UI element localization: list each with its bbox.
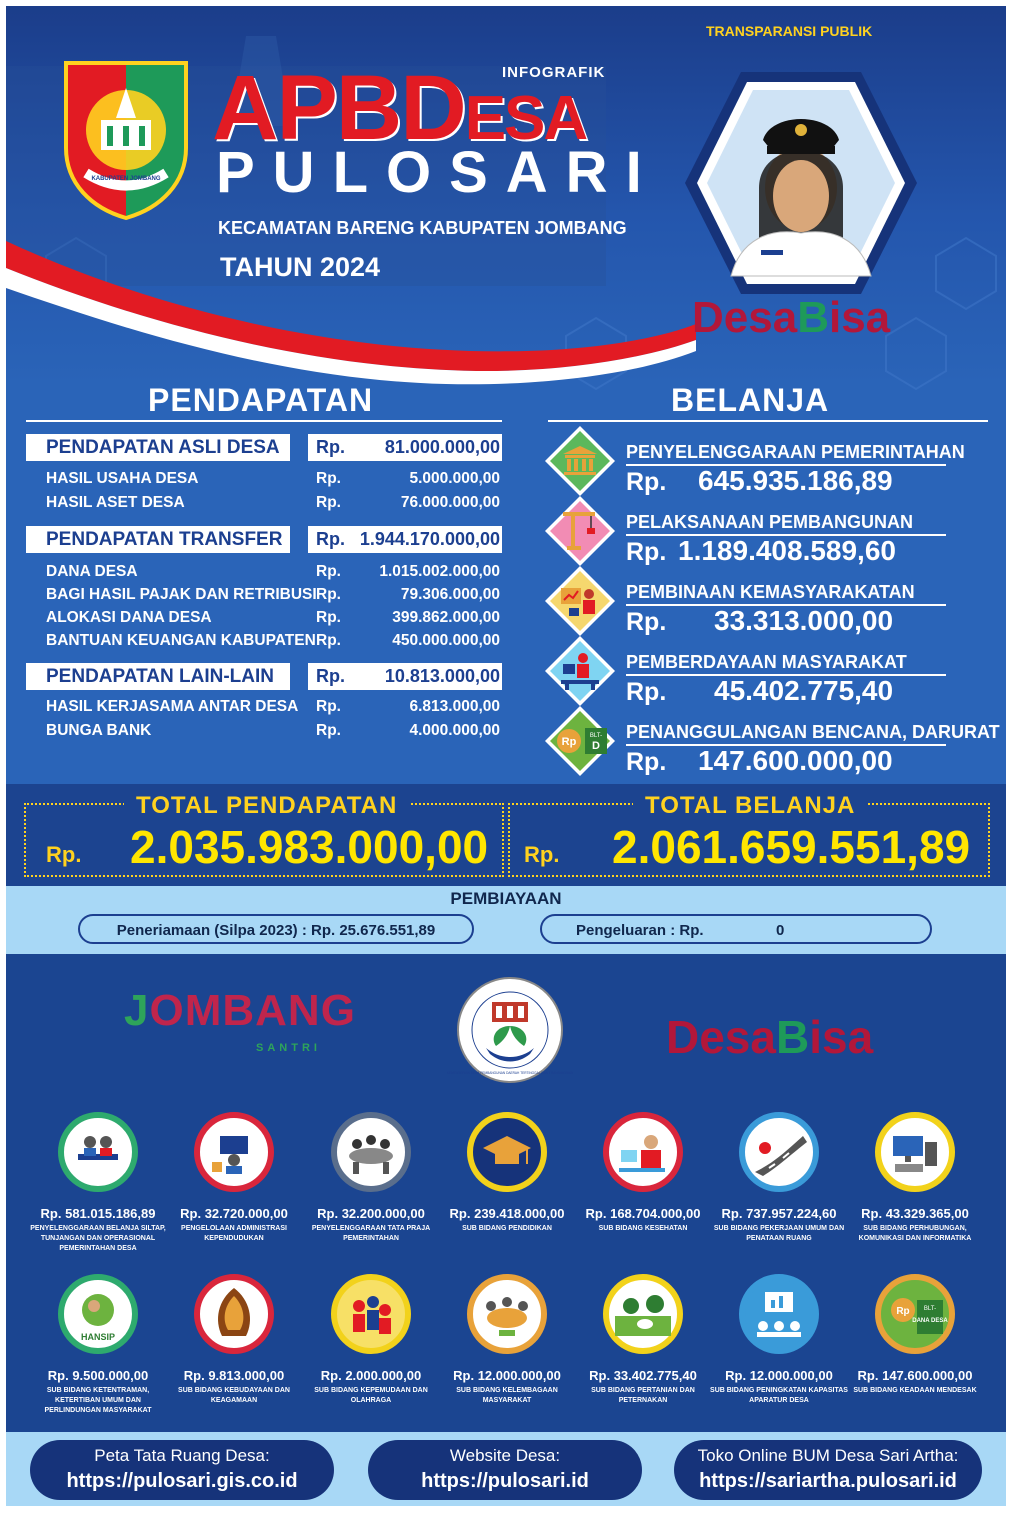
hansip-icon: [58, 1274, 138, 1354]
meeting-table-icon: [331, 1112, 411, 1192]
blt-money-icon: [875, 1274, 955, 1354]
amount: 6.813.000,00: [409, 698, 500, 715]
amount: 5.000.000,00: [409, 470, 500, 487]
road-icon: [739, 1112, 819, 1192]
item-label: ALOKASI DANA DESA: [46, 609, 212, 626]
sub-bidang-value: Rp. 43.329.365,00: [861, 1206, 969, 1221]
income-item: [46, 586, 502, 608]
jombang-santri-subtext: SANTRI: [256, 1042, 321, 1054]
svg-text:HANSIP: HANSIP: [80, 1332, 116, 1342]
income-item: [46, 470, 502, 492]
apbd-text: APBD: [212, 57, 465, 159]
year-label: TAHUN 2024: [220, 252, 381, 282]
infografik-label: INFOGRAFIK: [502, 64, 606, 81]
jombang-j: J: [124, 986, 150, 1035]
link-toko-online[interactable]: [674, 1440, 982, 1500]
blt-label-2: DANA DESA: [912, 1318, 948, 1324]
sub-bidang-value: Rp. 9.500.000,00: [47, 1368, 149, 1383]
item-label: HASIL USAHA DESA: [46, 470, 199, 487]
currency-label: Rp.: [626, 748, 667, 776]
desabisa-b: B: [797, 293, 829, 342]
sub-bidang-label: SUB BIDANG KEPEMUDAAN DAN OLAHRAGA: [314, 1387, 428, 1404]
desabisa-logo-bottom: [666, 1011, 874, 1063]
amount: 76.000.000,00: [400, 494, 500, 511]
jombang-santri-logo: [124, 986, 356, 1036]
sub-bidang-label: SUB BIDANG PENINGKATAN KAPASITAS APARATUR DESA: [710, 1387, 848, 1404]
belanja-item-amount: 645.935.186,89: [698, 465, 893, 496]
total-belanja-value: 2.061.659.551,89: [612, 821, 971, 873]
currency-label: Rp.: [316, 586, 341, 603]
belanja-item-label: PELAKSANAAN PEMBANGUNAN: [626, 512, 914, 532]
kemendes-text: KEMENTERIAN DESA PEMBANGUNAN DAERAH TERTINGGAL DAN TRANSMIGRASI: [446, 1071, 574, 1075]
currency-label: Rp.: [316, 666, 345, 686]
item-label: HASIL ASET DESA: [46, 494, 185, 511]
sub-bidang-label: SUB BIDANG PERHUBUNGAN, KOMUNIKASI DAN INFORMATIKA: [858, 1225, 972, 1242]
link-url[interactable]: https://sariartha.pulosari.id: [699, 1470, 957, 1492]
currency-label: Rp.: [626, 678, 667, 706]
sub-bidang-value: Rp. 12.000.000,00: [453, 1368, 561, 1383]
category-lain-lain: PENDAPATAN LAIN-LAIN: [26, 663, 290, 690]
computer-icon: [875, 1112, 955, 1192]
office-staff-icon: [58, 1112, 138, 1192]
link-peta-tata-ruang[interactable]: [30, 1440, 334, 1500]
desabisa-logo-top: [692, 293, 891, 342]
belanja-divider: [548, 420, 988, 422]
blt-label: BLT-: [923, 1306, 937, 1312]
sub-bidang-value: Rp. 9.813.000,00: [183, 1368, 285, 1383]
currency-label: Rp.: [316, 632, 341, 649]
category-asli-desa-value: [308, 434, 502, 461]
amount: 450.000.000,00: [392, 632, 500, 649]
item-label: BAGI HASIL PAJAK DAN RETRIBUSI: [46, 586, 317, 603]
amount: 10.813.000,00: [384, 666, 500, 686]
currency-label: Rp.: [626, 538, 667, 566]
belanja-item-amount: 33.313.000,00: [714, 605, 894, 636]
link-url[interactable]: https://pulosari.gis.co.id: [66, 1470, 298, 1492]
gunungan-icon: [194, 1274, 274, 1354]
sub-bidang-value: Rp. 33.402.775,40: [589, 1368, 697, 1383]
currency-label: Rp.: [316, 609, 341, 626]
presentation-icon: [739, 1274, 819, 1354]
graduation-cap-icon: [467, 1112, 547, 1192]
penerimaan-pill: Peneriamaan (Silpa 2023) : Rp. 25.676.551,89: [78, 914, 474, 944]
infographic-page: [6, 6, 1006, 1506]
sub-bidang-label: SUB BIDANG PERTANIAN DAN PETERNAKAN: [591, 1387, 695, 1404]
sub-bidang-label: SUB BIDANG PEKERJAAN UMUM DAN PENATAAN RUANG: [713, 1225, 845, 1242]
transparansi-label: TRANSPARANSI PUBLIK: [706, 23, 873, 39]
desabisa-isa: isa: [809, 1011, 874, 1063]
category-lain-lain-value: [308, 663, 502, 690]
sub-bidang-label: SUB BIDANG KELEMBAGAAN MASYARAKAT: [456, 1387, 558, 1404]
income-item: [46, 494, 502, 516]
sub-bidang-label: SUB BIDANG KESEHATAN: [598, 1225, 688, 1232]
belanja-item-label: PEMBINAAN KEMASYARAKATAN: [626, 582, 915, 602]
training-icon: [543, 634, 617, 708]
desabisa-b: B: [775, 1011, 810, 1063]
pendapatan-divider: [26, 420, 502, 422]
amount: 79.306.000,00: [400, 586, 500, 603]
currency-label: Rp.: [626, 468, 667, 496]
pengeluaran-label: Pengeluaran : Rp.: [576, 922, 704, 939]
category-transfer: PENDAPATAN TRANSFER: [26, 526, 290, 553]
institution-icon: [467, 1274, 547, 1354]
emblem-text: KABUPATEN JOMBANG: [91, 176, 161, 182]
pembiayaan-title: PEMBIAYAAN: [450, 889, 562, 908]
link-title: Peta Tata Ruang Desa:: [94, 1446, 270, 1465]
sub-bidang-label: SUB BIDANG KEADAAN MENDESAK: [853, 1387, 977, 1394]
currency-label: Rp.: [524, 842, 560, 867]
svg-text:D: D: [592, 740, 600, 752]
sub-bidang-value: Rp. 2.000.000,00: [320, 1368, 422, 1383]
sub-bidang-label: SUB BIDANG KETENTRAMAN, KETERTIBAN UMUM DAN PERLINDUNGAN MASYARAKAT: [44, 1387, 152, 1414]
link-title: Website Desa:: [449, 1446, 561, 1465]
sub-bidang-value: Rp. 168.704.000,00: [585, 1206, 701, 1221]
sub-bidang-value: Rp. 147.600.000,00: [857, 1368, 973, 1383]
total-belanja-label: TOTAL BELANJA: [633, 792, 867, 820]
item-label: BUNGA BANK: [46, 722, 152, 739]
item-label: DANA DESA: [46, 563, 138, 580]
currency-label: Rp.: [316, 437, 345, 457]
sub-bidang-label: PENYELENGGARAAN TATA PRAJA PEMERINTAHAN: [311, 1225, 431, 1242]
belanja-title: BELANJA: [671, 382, 830, 418]
amount: 81.000.000,00: [384, 437, 500, 457]
belanja-item-label: PENANGGULANGAN BENCANA, DARURAT: [626, 722, 1000, 742]
currency-label: Rp.: [46, 842, 82, 867]
government-building-icon: [543, 424, 617, 498]
sub-bidang-value: Rp. 737.957.224,60: [721, 1206, 837, 1221]
belanja-item-amount: 45.402.775,40: [714, 675, 894, 706]
link-title: Toko Online BUM Desa Sari Artha:: [697, 1446, 959, 1465]
sub-bidang-value: Rp. 12.000.000,00: [725, 1368, 833, 1383]
total-pendapatan-label: TOTAL PENDAPATAN: [124, 792, 409, 820]
svg-text:Rp: Rp: [896, 1306, 910, 1317]
jombang-emblem-logo: [61, 58, 191, 223]
sub-bidang-value: Rp. 581.015.186,89: [40, 1206, 156, 1221]
belanja-item-amount: 147.600.000,00: [698, 745, 893, 776]
sub-bidang-value: Rp. 239.418.000,00: [449, 1206, 565, 1221]
item-label: BANTUAN KEUANGAN KABUPATEN: [46, 632, 316, 649]
doctor-icon: [603, 1112, 683, 1192]
currency-label: Rp.: [316, 494, 341, 511]
sub-bidang-label: SUB BIDANG PENDIDIKAN: [462, 1225, 552, 1232]
sub-bidang-label: SUB BIDANG KEBUDAYAAN DAN KEAGAMAAN: [178, 1387, 290, 1404]
currency-label: Rp.: [316, 529, 345, 549]
blt-label: BLT-: [589, 733, 603, 739]
kemendes-logo: [446, 976, 574, 1084]
svg-text:Rp: Rp: [561, 736, 577, 748]
currency-label: Rp.: [316, 470, 341, 487]
esa-text: ESA: [464, 84, 587, 153]
income-item: [46, 609, 502, 631]
income-item: [46, 722, 502, 744]
village-name: PULOSARI: [216, 140, 660, 205]
category-transfer-value: [308, 526, 502, 553]
sub-bidang-value: Rp. 32.200.000,00: [317, 1206, 425, 1221]
sub-bidang-label: PENYELENGGARAAN BELANJA SILTAP, TUNJANGAN DAN OPERASIONAL PEMERINTAHAN DESA: [30, 1225, 166, 1252]
sub-bidang-value: Rp. 32.720.000,00: [180, 1206, 288, 1221]
desabisa-desa: Desa: [666, 1011, 776, 1063]
income-item: [46, 698, 502, 720]
community-meeting-icon: [543, 564, 617, 638]
sub-bidang-label: PENGELOLAAN ADMINISTRASI KEPENDUDUKAN: [181, 1225, 287, 1242]
currency-label: Rp.: [316, 722, 341, 739]
income-item: [46, 632, 502, 654]
income-item: [46, 563, 502, 585]
blt-money-icon: [543, 704, 617, 778]
total-pendapatan-value: 2.035.983.000,00: [130, 821, 489, 873]
currency-label: Rp.: [316, 563, 341, 580]
belanja-item-label: PEMBERDAYAAN MASYARAKAT: [626, 652, 907, 672]
jombang-text: OMBANG: [149, 986, 356, 1035]
belanja-item-amount: 1.189.408.589,60: [678, 535, 896, 566]
category-asli-desa: PENDAPATAN ASLI DESA: [26, 434, 290, 461]
amount: 399.862.000,00: [392, 609, 500, 626]
youth-sports-icon: [331, 1274, 411, 1354]
pengeluaran-value: 0: [776, 922, 785, 939]
amount: 4.000.000,00: [409, 722, 500, 739]
currency-label: Rp.: [316, 698, 341, 715]
amount: 1.015.002.000,00: [379, 563, 500, 580]
pengeluaran-pill: [540, 914, 932, 944]
link-website-desa[interactable]: [368, 1440, 642, 1500]
link-url[interactable]: https://pulosari.id: [421, 1470, 589, 1492]
administration-icon: [194, 1112, 274, 1192]
pendapatan-title: PENDAPATAN: [148, 382, 374, 418]
item-label: HASIL KERJASAMA ANTAR DESA: [46, 698, 299, 715]
belanja-item-label: PENYELENGGARAAN PEMERINTAHAN: [626, 442, 965, 462]
currency-label: Rp.: [626, 608, 667, 636]
desabisa-desa: Desa: [692, 293, 798, 342]
farming-icon: [603, 1274, 683, 1354]
amount: 1.944.170.000,00: [359, 529, 500, 549]
desabisa-isa: isa: [828, 293, 891, 342]
location-subtitle: KECAMATAN BARENG KABUPATEN JOMBANG: [218, 218, 627, 238]
construction-crane-icon: [543, 494, 617, 568]
village-head-portrait: [681, 68, 921, 298]
